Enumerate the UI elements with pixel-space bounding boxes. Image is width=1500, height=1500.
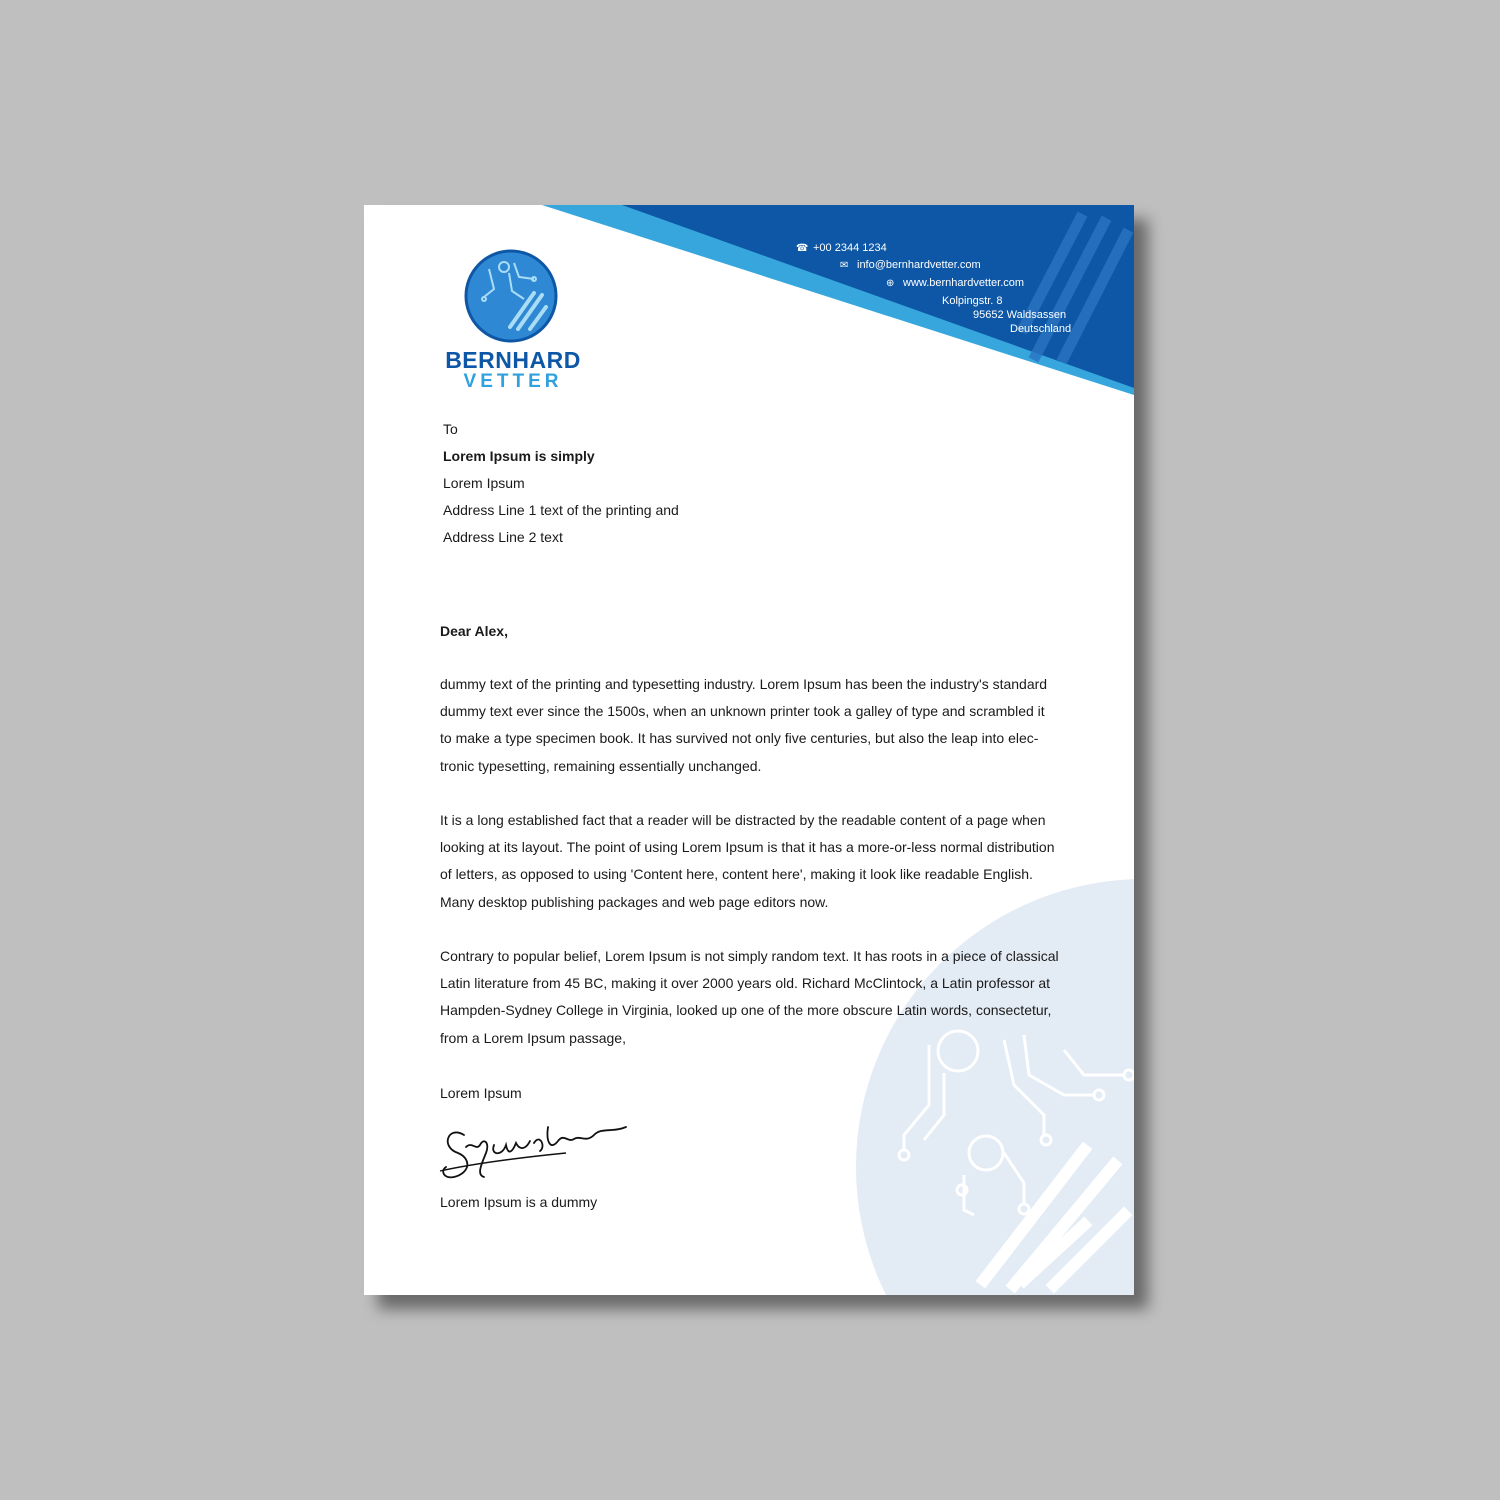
recipient-name: Lorem Ipsum is simply — [443, 448, 595, 464]
recipient-address-line1: Address Line 1 text of the printing and — [443, 502, 679, 518]
contact-phone — [796, 242, 887, 254]
address-line1: Kolpingstr. 8 — [942, 295, 1003, 307]
contact-email — [840, 259, 981, 271]
recipient-address-line2: Address Line 2 text — [443, 529, 563, 545]
email-address: info@bernhardvetter.com — [857, 259, 981, 271]
to-label: To — [443, 421, 458, 437]
signature — [436, 1107, 636, 1185]
closing: Lorem Ipsum — [440, 1085, 522, 1101]
website-url: www.bernhardvetter.com — [903, 277, 1025, 289]
letterhead-page — [364, 205, 1134, 1295]
body-paragraph-2: It is a long established fact that a reader will be distracted by the readable content of a page when looking at its layout. The point of using Lorem Ipsum is that it has a more-or-less normal distribution of letters, as opposed to using 'Content here, content here', making it look like readable English. Many desktop publishing packages and web page editors now. — [440, 812, 1055, 910]
contact-website — [886, 277, 1024, 289]
brand-name-line1: BERNHARD — [445, 347, 581, 373]
watermark-circuit — [856, 879, 1134, 1295]
globe-icon: ⊕ — [886, 278, 895, 289]
address-line3: Deutschland — [1010, 323, 1072, 335]
salutation: Dear Alex, — [440, 623, 508, 639]
recipient-company: Lorem Ipsum — [443, 475, 525, 491]
body-paragraph-1: dummy text of the printing and typesetting industry. Lorem Ipsum has been the industry's standard dummy text ever since the 1500s, when an unknown printer took a galley of type and scrambled it to make a type specimen book. It has survived not only five centuries, but also the leap into elec- tronic typesetting, remaining essentially unchanged. — [440, 676, 1048, 774]
phone-number: +00 2344 1234 — [813, 242, 887, 254]
address-line2: 95652 Waldsassen — [973, 309, 1067, 321]
mail-icon: ✉ — [840, 260, 849, 271]
phone-icon: ☎ — [796, 243, 809, 254]
brand-name-line2: VETTER — [463, 371, 563, 392]
signer-title: Lorem Ipsum is a dummy — [440, 1194, 598, 1210]
logo-circuit-icon — [464, 249, 558, 343]
body-paragraph-3: Contrary to popular belief, Lorem Ipsum is not simply random text. It has roots in a piece of classical Latin literature from 45 BC, making it over 2000 years old. Richard McClintock, a Latin professor at Hampden-Sydney College in Virginia, looked up one of the more obscure Latin words, consectetur, from a Lorem Ipsum passage, — [440, 948, 1059, 1046]
